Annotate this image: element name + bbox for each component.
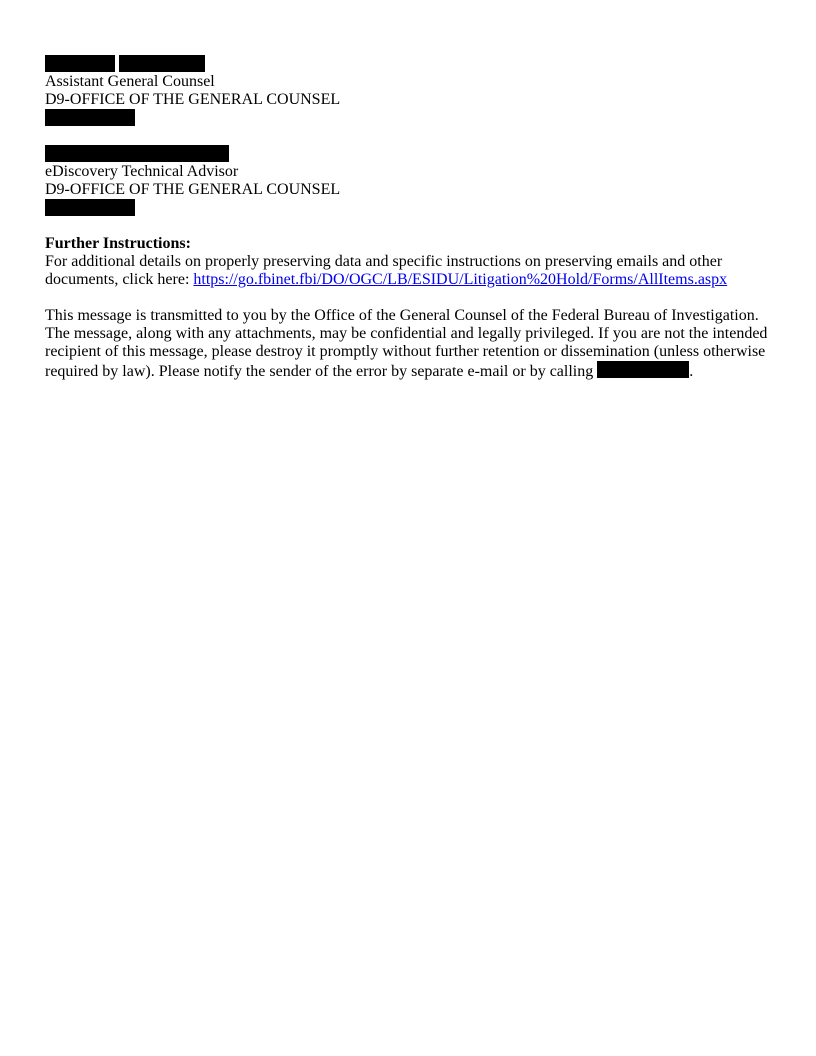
contact2-name-row (45, 145, 775, 163)
redaction-block (45, 55, 115, 72)
instructions-text: For additional details on properly preserving data and specific instructions on preserving emails and other documents, click here: (45, 253, 723, 288)
contact2-title: eDiscovery Technical Advisor (45, 163, 239, 180)
confidentiality-notice (45, 307, 775, 381)
contact1-title: Assistant General Counsel (45, 73, 215, 90)
redaction-block (45, 145, 229, 162)
instructions-link[interactable]: https://go.fbinet.fbi/DO/OGC/LB/ESIDU/Litigation%20Hold/Forms/AllItems.aspx (193, 271, 728, 288)
redaction-block (119, 55, 205, 72)
instructions-paragraph (45, 253, 775, 289)
document-body (45, 55, 775, 381)
redaction-block (45, 109, 135, 126)
redaction-block (597, 361, 689, 378)
contact1-phone-row (45, 109, 775, 127)
notice-end: . (689, 363, 694, 380)
spacer (45, 127, 775, 145)
contact1-office: D9-OFFICE OF THE GENERAL COUNSEL (45, 91, 341, 108)
contact1-name-row (45, 55, 775, 73)
spacer (45, 217, 775, 235)
notice-text: This message is transmitted to you by the Office of the General Counsel of the Federal Bureau of Investigation. The message, along with any attachments, may be confidential and legally privileged. If you are not the intended recipient of this message, please destroy it promptly without further retention or dissemination (unless otherwise required by law). Please notify the sender of the error by separate e-mail or by calling (45, 307, 768, 380)
contact2-office: D9-OFFICE OF THE GENERAL COUNSEL (45, 181, 341, 198)
redaction-block (45, 199, 135, 216)
instructions-heading: Further Instructions: (45, 235, 191, 252)
contact2-phone-row (45, 199, 775, 217)
spacer (45, 289, 775, 307)
